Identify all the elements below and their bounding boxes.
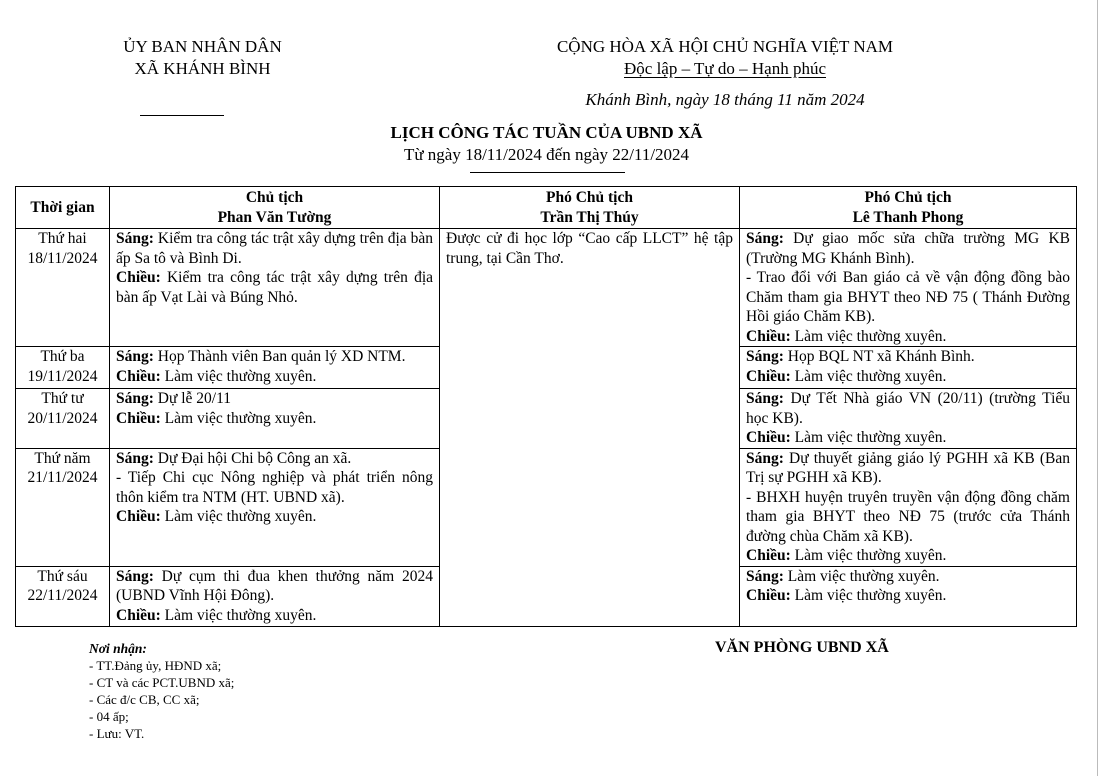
recipients-block <box>89 640 234 742</box>
afternoon-task: Kiểm tra công tác trật xây dựng trên địa bàn ấp Vạt Lài và Búng Nhỏ. <box>116 269 433 306</box>
recipient-item: - CT và các PCT.UBND xã; <box>89 675 235 690</box>
afternoon-task: Làm việc thường xuyên. <box>794 429 947 446</box>
afternoon-label: Chiều: <box>116 409 161 427</box>
authority-underline <box>140 115 224 116</box>
col-chairman-name: Phan Văn Tường <box>217 208 332 226</box>
morning-label: Sáng: <box>116 348 154 365</box>
chairman-cell <box>110 566 440 626</box>
morning-task: Dự thuyết giảng giáo lý PGHH xã KB (Ban Trị sự PGHH xã KB). <box>746 449 1070 486</box>
chairman-cell <box>110 347 440 389</box>
day-name: Thứ sáu <box>37 567 88 585</box>
authority-line1: ỦY BAN NHÂN DÂN <box>123 37 282 56</box>
day-date: 18/11/2024 <box>27 249 98 267</box>
recipient-item: - Lưu: VT. <box>89 726 145 741</box>
morning-task: Dự giao mốc sửa chữa trường MG KB (Trường MG Khánh Bình). <box>746 230 1071 267</box>
afternoon-label: Chiều: <box>746 547 791 564</box>
afternoon-label: Chiều: <box>746 587 791 604</box>
day-cell <box>16 566 110 626</box>
morning-label: Sáng: <box>116 230 154 247</box>
day-date: 19/11/2024 <box>27 367 98 385</box>
day-date: 22/11/2024 <box>27 587 98 604</box>
col-vice2-role: Phó Chủ tịch <box>864 189 952 206</box>
table-row <box>16 229 1077 347</box>
morning-label: Sáng: <box>746 449 784 467</box>
col-vice2-header <box>740 187 1077 229</box>
recipient-item: - Các đ/c CB, CC xã; <box>89 692 200 707</box>
day-name: Thứ hai <box>38 230 87 247</box>
vice2-cell <box>740 229 1077 347</box>
issuing-authority <box>95 36 310 80</box>
subtitle-rule <box>470 172 625 173</box>
afternoon-task: Làm việc thường xuyên. <box>164 409 317 427</box>
morning-task: Làm việc thường xuyên. <box>787 567 940 585</box>
recipients-title: Nơi nhận: <box>89 641 147 656</box>
morning-task: Kiểm tra công tác trật xây dựng trên địa bàn ấp Sa tô và Bình Di. <box>116 230 434 267</box>
afternoon-task: Làm việc thường xuyên. <box>794 587 947 604</box>
day-name: Thứ tư <box>41 390 84 407</box>
recipient-item: - TT.Đảng ủy, HĐND xã; <box>89 658 222 673</box>
vice2-cell <box>740 389 1077 449</box>
afternoon-label: Chiều: <box>116 508 161 525</box>
day-cell <box>16 347 110 389</box>
morning-label: Sáng: <box>746 230 784 247</box>
col-chairman-header <box>110 187 440 229</box>
morning-label: Sáng: <box>746 390 784 407</box>
col-chairman-role: Chủ tịch <box>245 189 304 206</box>
document-title: LỊCH CÔNG TÁC TUẦN CỦA UBND XÃ <box>390 123 703 142</box>
morning-task: Họp Thành viên Ban quản lý XD NTM. <box>157 348 406 365</box>
afternoon-task: Làm việc thường xuyên. <box>794 547 947 564</box>
morning-label: Sáng: <box>116 449 154 467</box>
morning-label: Sáng: <box>746 567 784 585</box>
chairman-cell <box>110 389 440 449</box>
afternoon-label: Chiều: <box>116 269 161 286</box>
signing-office: VĂN PHÒNG UBND XÃ <box>715 639 889 656</box>
morning-task: Họp BQL NT xã Khánh Bình. <box>787 348 975 365</box>
authority-line2: XÃ KHÁNH BÌNH <box>134 59 271 78</box>
afternoon-label: Chiều: <box>116 606 161 624</box>
col-vice2-name: Lê Thanh Phong <box>852 208 964 226</box>
day-name: Thứ năm <box>34 449 91 467</box>
day-cell <box>16 448 110 566</box>
col-vice1-header <box>440 187 740 229</box>
table-header-row <box>16 187 1077 229</box>
page-edge <box>1097 0 1098 776</box>
national-heading <box>520 36 930 80</box>
morning-task: Dự cụm thi đua khen thưởng năm 2024 (UBND Vĩnh Hội Đông). <box>116 567 433 604</box>
morning-task: Dự lễ 20/11 <box>157 390 232 407</box>
afternoon-task: Làm việc thường xuyên. <box>794 367 947 385</box>
weekly-schedule-table <box>15 186 1077 627</box>
day-cell <box>16 229 110 347</box>
morning-task: Dự Tết Nhà giáo VN (20/11) (trường Tiểu học KB). <box>746 390 1071 427</box>
afternoon-label: Chiều: <box>116 367 161 385</box>
col-vice1-role: Phó Chủ tịch <box>546 189 633 206</box>
vice1-week-task: Được cử đi học lớp “Cao cấp LLCT” hệ tập trung, tại Cần Thơ. <box>446 230 733 267</box>
day-name: Thứ ba <box>40 348 85 365</box>
afternoon-task: Làm việc thường xuyên. <box>794 327 947 345</box>
morning-label: Sáng: <box>116 390 154 407</box>
col-time-header: Thời gian <box>16 187 110 229</box>
vice1-week-cell <box>440 229 740 627</box>
day-date: 20/11/2024 <box>27 409 98 427</box>
morning-task-extra: - BHXH huyện truyên truyền vận động đồng chăm tham gia BHYT theo NĐ 75 (trước cửa Thánh đường chùa Chăm xã KB). <box>746 488 1070 545</box>
morning-label: Sáng: <box>746 348 784 365</box>
morning-task: Dự Đại hội Chi bộ Công an xã. <box>157 449 352 467</box>
morning-task-extra: - Tiếp Chi cục Nông nghiệp và phát triển nông thôn kiểm tra NTM (HT. UBND xã). <box>116 469 433 506</box>
afternoon-label: Chiều: <box>746 327 791 345</box>
col-vice1-name: Trần Thị Thúy <box>540 208 639 226</box>
national-motto: Độc lập – Tự do – Hạnh phúc <box>624 59 826 78</box>
recipient-item: - 04 ấp; <box>89 709 129 724</box>
vice2-cell <box>740 448 1077 566</box>
chairman-cell <box>110 229 440 347</box>
morning-task-extra: - Trao đổi với Ban giáo cả về vận động đồng bào Chăm tham gia BHYT theo NĐ 75 ( Thánh Đường Hồi giáo Chăm KB). <box>746 269 1070 325</box>
chairman-cell <box>110 448 440 566</box>
vice2-cell <box>740 566 1077 626</box>
day-cell <box>16 389 110 449</box>
afternoon-task: Làm việc thường xuyên. <box>164 508 317 525</box>
afternoon-label: Chiều: <box>746 367 791 385</box>
afternoon-task: Làm việc thường xuyên. <box>164 367 317 385</box>
day-date: 21/11/2024 <box>27 469 98 486</box>
document-subtitle: Từ ngày 18/11/2024 đến ngày 22/11/2024 <box>403 145 690 164</box>
morning-label: Sáng: <box>116 567 154 585</box>
vice2-cell <box>740 347 1077 389</box>
nation-name: CỘNG HÒA XÃ HỘI CHỦ NGHĨA VIỆT NAM <box>556 37 894 56</box>
afternoon-label: Chiều: <box>746 429 791 446</box>
date-place: Khánh Bình, ngày 18 tháng 11 năm 2024 <box>585 90 865 109</box>
afternoon-task: Làm việc thường xuyên. <box>164 606 317 624</box>
